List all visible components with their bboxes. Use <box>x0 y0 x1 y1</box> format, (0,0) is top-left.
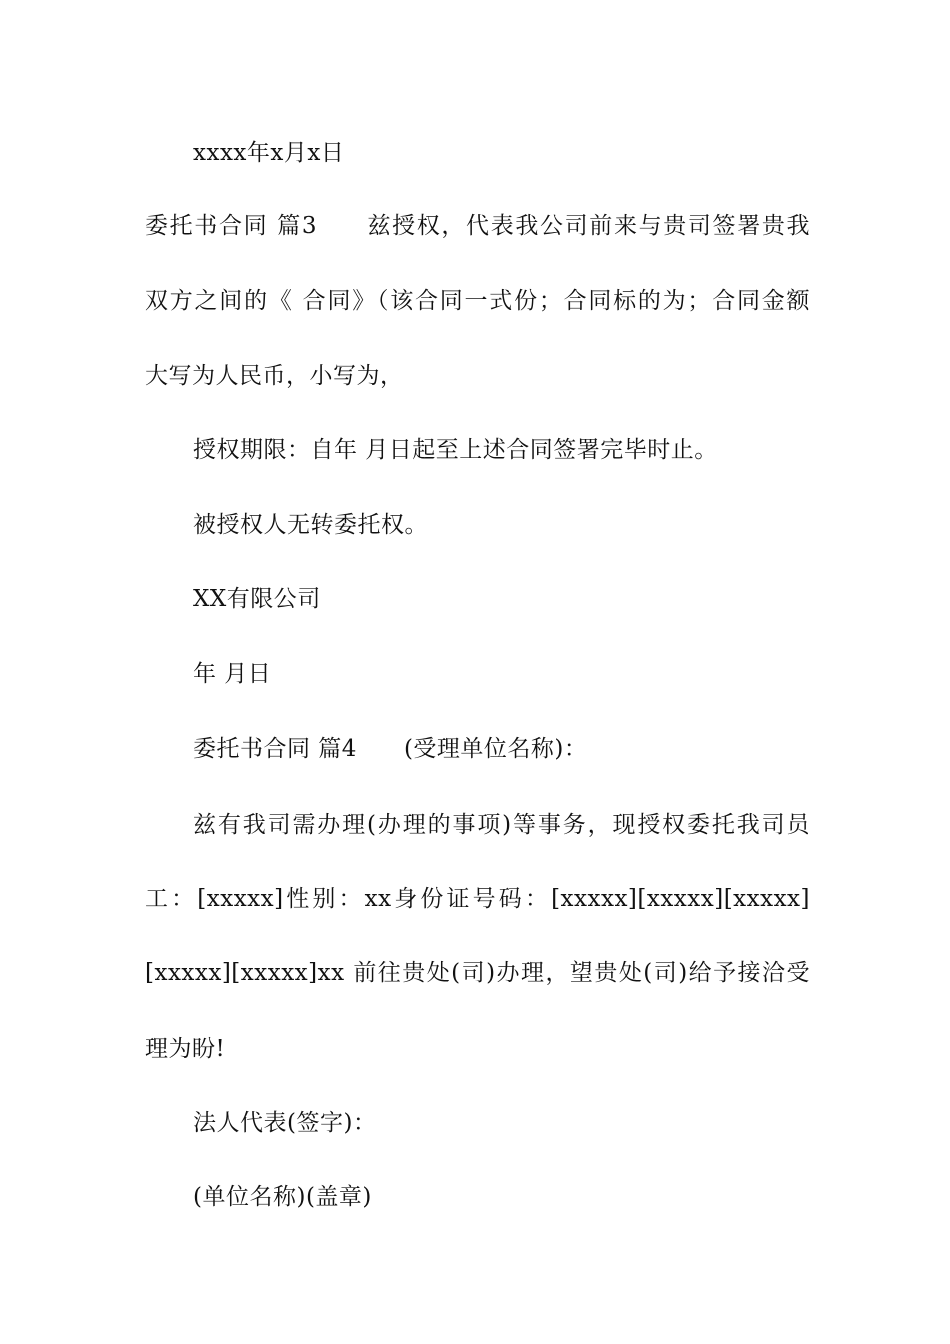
signature-date-line: 年 月日 <box>193 661 272 687</box>
contract-details-line: 双方之间的《 合同》（该合同一式份；合同标的为；合同金额 <box>145 288 810 314</box>
section-3-heading-paragraph: 委托书合同 篇3 兹授权，代表我公司前来与贵司签署贵我 <box>145 213 810 239</box>
authorization-paragraph-line-3: [xxxxx][xxxxx]xx 前往贵处(司)办理，望贵处(司)给予接洽受 <box>145 960 810 986</box>
amount-line: 大写为人民币，小写为， <box>145 363 404 389</box>
authorization-paragraph-line-2: 工：[xxxxx]性别：xx身份证号码：[xxxxx][xxxxx][xxxxx] <box>145 886 810 912</box>
no-sub-delegation-line: 被授权人无转委托权。 <box>193 512 428 538</box>
legal-representative-signature-line: 法人代表(签字)： <box>193 1110 377 1136</box>
authorization-paragraph-line-1: 兹有我司需办理(办理的事项)等事务，现授权委托我司员 <box>193 812 810 838</box>
unit-name-stamp-line: (单位名称)(盖章) <box>193 1184 372 1210</box>
authorization-period-line: 授权期限：自年 月日起至上述合同签署完毕时止。 <box>193 437 718 463</box>
company-name-line: XX有限公司 <box>193 586 321 612</box>
authorization-paragraph-line-4: 理为盼! <box>145 1036 226 1062</box>
section-4-heading-line: 委托书合同 篇4 (受理单位名称)： <box>193 736 588 762</box>
date-line: xxxx年x月x日 <box>193 140 345 166</box>
